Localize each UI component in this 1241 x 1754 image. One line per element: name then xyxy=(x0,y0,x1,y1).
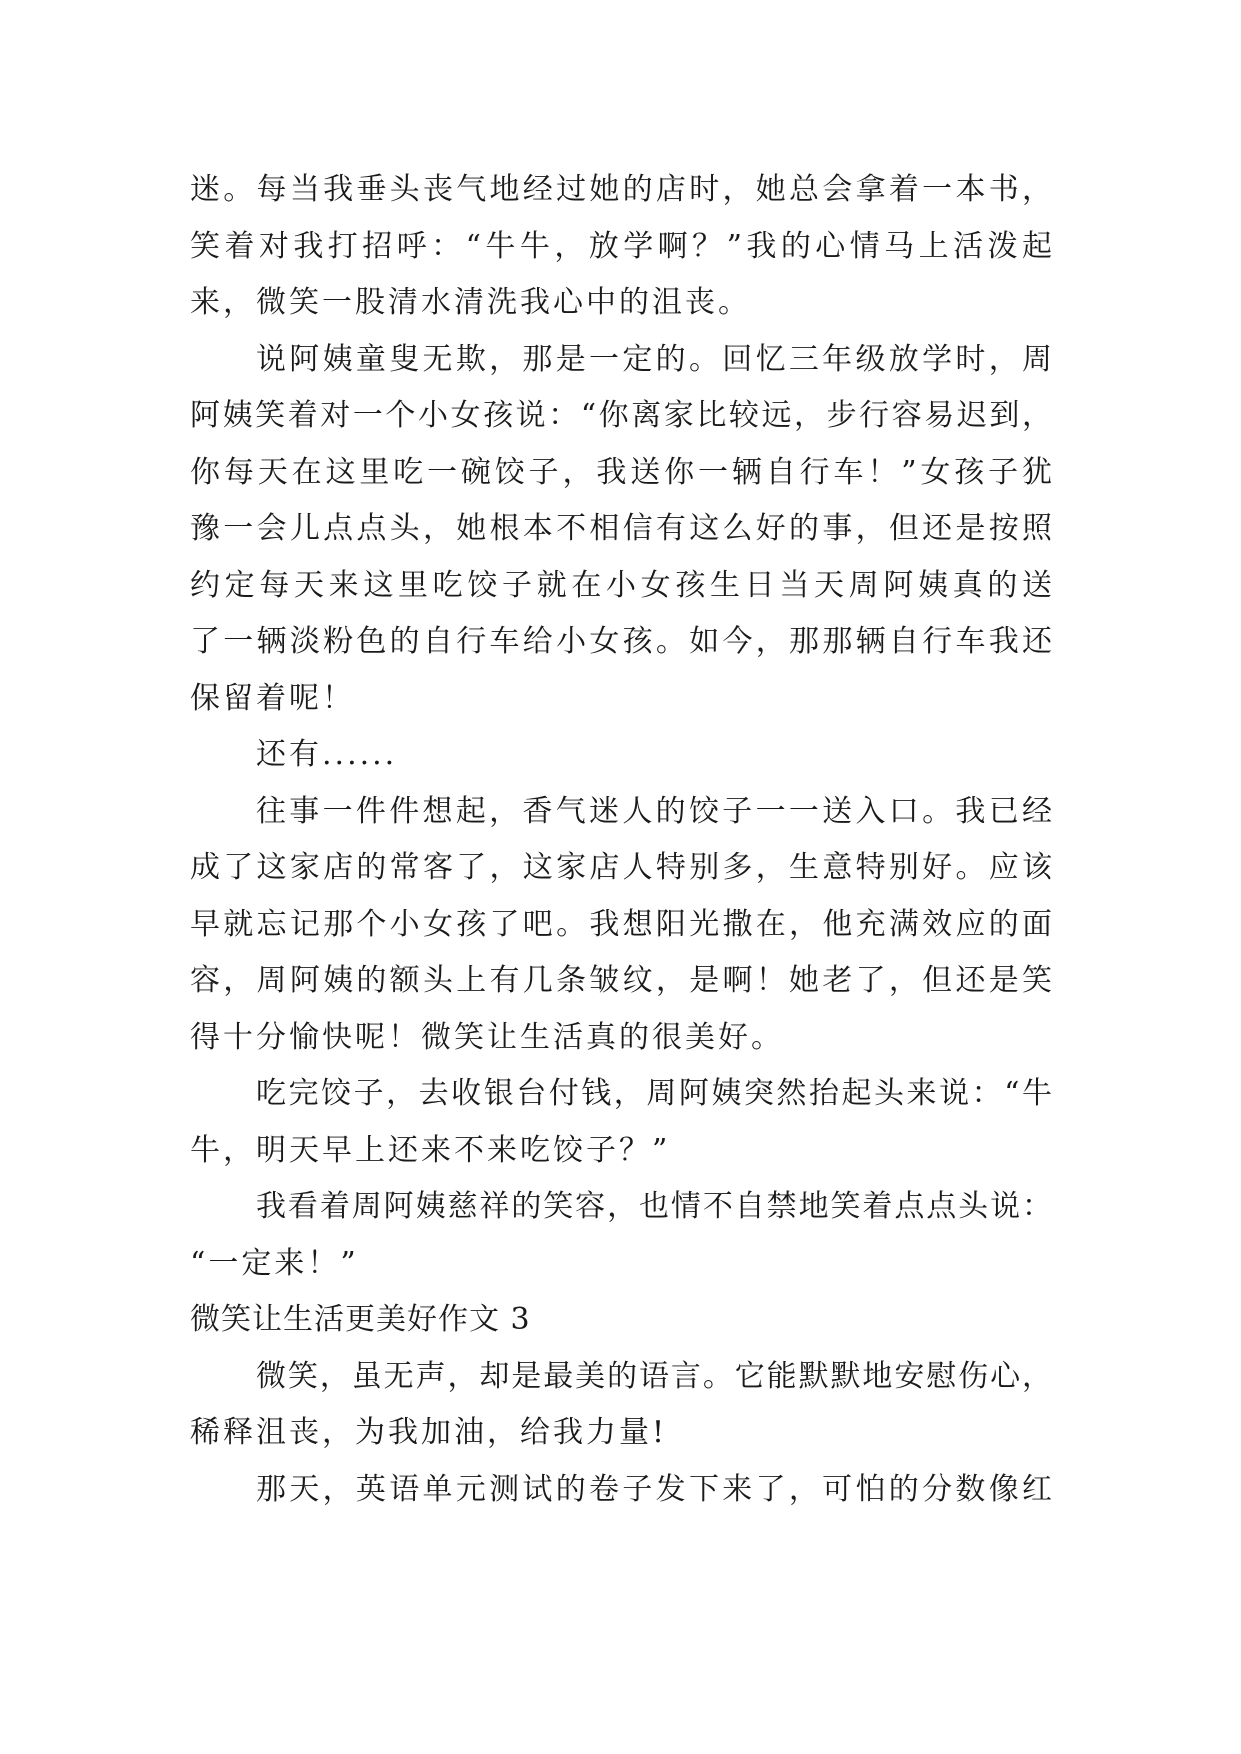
text-line: 那天，英语单元测试的卷子发下来了，可怕的分数像红 xyxy=(256,1471,1052,1507)
text-line: 早就忘记那个小女孩了吧。我想阳光撒在，他充满效应的面 xyxy=(190,906,1052,942)
text-line: 了一辆淡粉色的自行车给小女孩。如今，那那辆自行车我还 xyxy=(190,624,1052,659)
text-line: 我看着周阿姨慈祥的笑容，也情不自禁地笑着点点头说： xyxy=(256,1189,1052,1224)
text-line: 得十分愉快呢！微笑让生活真的很美好。 xyxy=(190,1019,784,1055)
text-line: 迷。每当我垂头丧气地经过她的店时，她总会拿着一本书， xyxy=(190,172,1052,207)
text-line: 往事一件件想起，香气迷人的饺子一一送入口。我已经 xyxy=(256,793,1052,829)
text-line: 保留着呢！ xyxy=(190,680,355,716)
text-line: 稀释沮丧，为我加油，给我力量! xyxy=(190,1415,668,1450)
text-line: 吃完饺子，去收银台付钱，周阿姨突然抬起头来说：“牛 xyxy=(256,1076,1052,1111)
text-line: 容，周阿姨的额头上有几条皱纹，是啊！她老了，但还是笑 xyxy=(190,963,1052,998)
text-line: 约定每天来这里吃饺子就在小女孩生日当天周阿姨真的送 xyxy=(190,567,1052,603)
text-line: 牛，明天早上还来不来吃饺子？” xyxy=(190,1132,671,1168)
text-line: 你每天在这里吃一碗饺子，我送你一辆自行车！”女孩子犹 xyxy=(190,454,1052,490)
section-heading: 微笑让生活更美好作文 3 xyxy=(190,1302,531,1337)
document-page xyxy=(190,162,1052,1518)
text-line: 豫一会儿点点头，她根本不相信有这么好的事，但还是按照 xyxy=(190,511,1052,546)
text-line: 还有...... xyxy=(256,737,398,772)
text-line: 成了这家店的常客了，这家店人特别多，生意特别好。应该 xyxy=(190,850,1052,885)
text-line: 说阿姨童叟无欺，那是一定的。回忆三年级放学时，周 xyxy=(256,341,1052,377)
text-line: 笑着对我打招呼：“牛牛，放学啊？”我的心情马上活泼起 xyxy=(190,228,1052,264)
text-line: “一定来！” xyxy=(190,1245,359,1281)
text-line: 微笑，虽无声，却是最美的语言。它能默默地安慰伤心， xyxy=(256,1358,1052,1394)
text-line: 阿姨笑着对一个小女孩说：“你离家比较远，步行容易迟到， xyxy=(190,398,1052,433)
text-line: 来，微笑一股清水清洗我心中的沮丧。 xyxy=(190,285,751,320)
